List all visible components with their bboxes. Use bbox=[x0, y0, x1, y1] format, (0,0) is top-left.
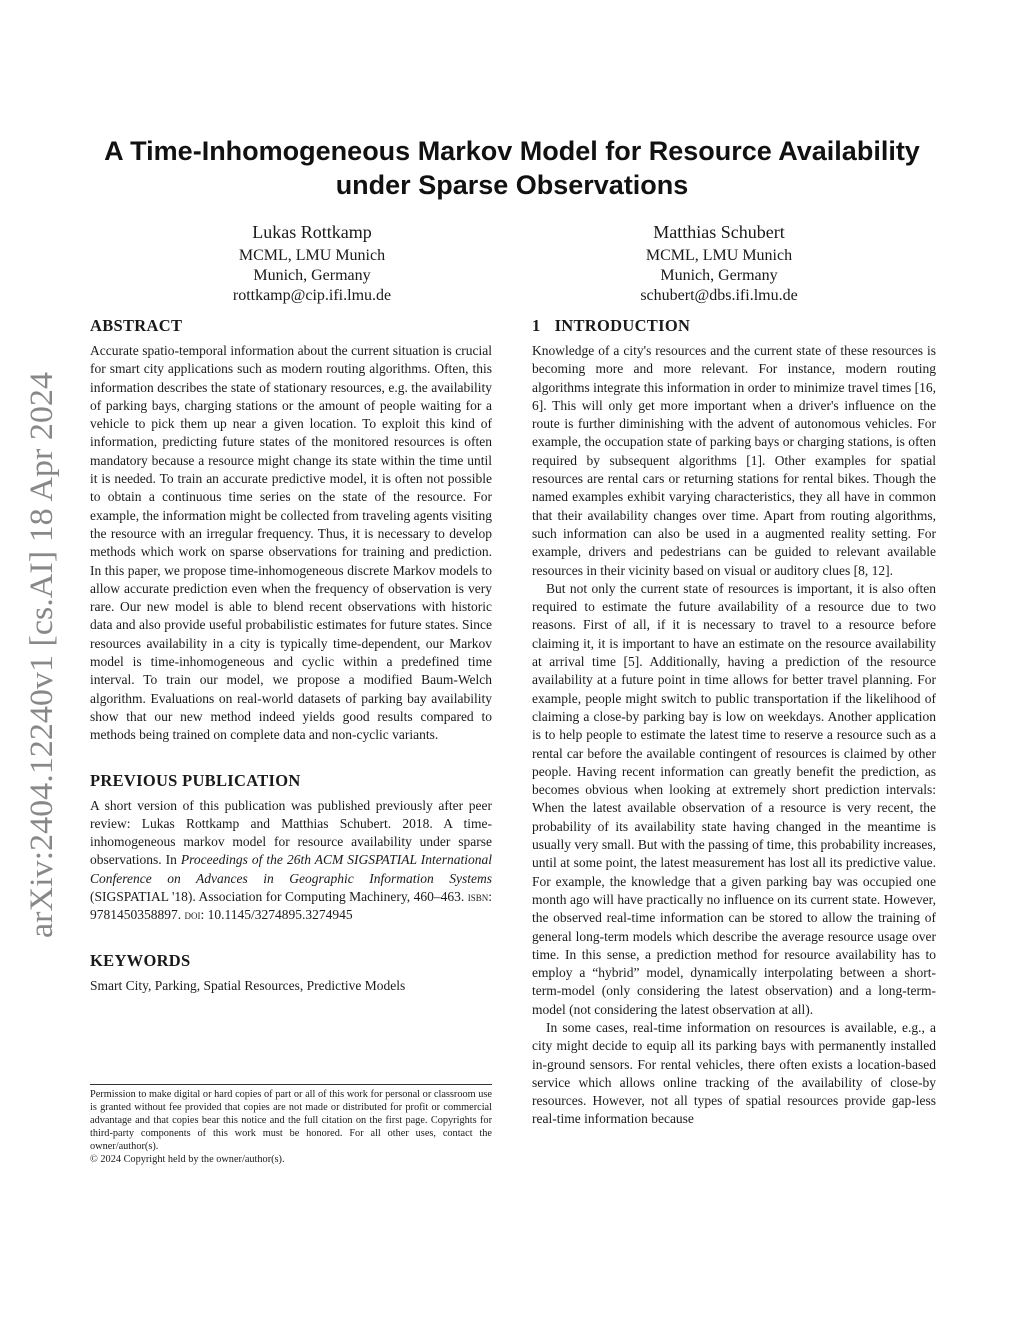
keywords-text: Smart City, Parking, Spatial Resources, Predictive Models bbox=[90, 977, 406, 993]
title-line-2: under Sparse Observations bbox=[335, 170, 689, 200]
doi-label: doi bbox=[184, 907, 201, 923]
left-column bbox=[90, 316, 492, 995]
author-location: Munich, Germany bbox=[253, 267, 371, 284]
author-name: Matthias Schubert bbox=[653, 222, 785, 242]
previous-publication-heading: PREVIOUS PUBLICATION bbox=[90, 770, 301, 790]
author-email[interactable]: schubert@dbs.ifi.lmu.de bbox=[640, 287, 798, 304]
intro-paragraph: Knowledge of a city's resources and the current state of these resources is becoming more and more relevant. For instance, modern routing algorithms integrate this information in order to minimize travel times [16, 6]. This will only get more important when a driver's influence on the route is further diminishing with the advent of autonomous vehicles. For example, the occupation state of parking bays or charging stations, is often required by subsequent algorithms [1]. Other examples for spatial resources are rental cars or returning stations for rental bikes. Though the named examples exhibit varying characteristics, they all have in common that their availability changes over time. Apart from routing algorithms, such information can also be used in a augmented reality setting. For example, drivers and pedestrians can be guided to relevant available resources in their vicinity based on visual or auditory clues [8, 12]. bbox=[532, 343, 936, 578]
abstract-text: Accurate spatio-temporal information about the current situation is crucial for smart city applications such as modern routing algorithms. Often, this information describes the state of stationary resources, e.g. the availability of parking bays, charging stations or the amount of people waiting for a vehicle to pick them up near a given location. To exploit this kind of information, predicting future states of the monitored resources is often mandatory because a resource might change its state within the time until it is needed. To train an accurate predictive model, it is often not possible to obtain a continuous time series on the state of the resource. For example, the information might be collected from traveling agents visiting the resource with an irregular frequency. Thus, it is necessary to develop methods which work on sparse observations for training and prediction. In this paper, we propose time-inhomogeneous discrete Markov models to allow accurate prediction even when the frequency of observation is very rare. Our new model is able to blend recent observations with historic data and also provide useful probabilistic estimates for future states. Since resources availability in a city is typically time-dependent, our Markov model is time-inhomogeneous and cyclic within a predefined time interval. To train our model, we propose a modified Baum-Welch algorithm. Evaluations on real-world datasets of parking bay availability show that our new method indeed yields good results compared to methods being trained on complete data and non-cyclic variants. bbox=[90, 343, 492, 743]
section-title: INTRODUCTION bbox=[554, 316, 691, 335]
author-email[interactable]: rottkamp@cip.ifi.lmu.de bbox=[232, 287, 392, 304]
abstract-section bbox=[90, 316, 492, 745]
author-name: Lukas Rottkamp bbox=[252, 222, 372, 242]
pub-venue: Proceedings of the 26th ACM SIGSPATIAL International Conference on Advances in Geographic Information Systems bbox=[90, 852, 493, 886]
right-column bbox=[532, 316, 936, 1129]
permission-footnote bbox=[90, 1084, 492, 1166]
author-block-2 bbox=[559, 220, 879, 306]
arxiv-stamp bbox=[12, 360, 64, 950]
keywords-section bbox=[90, 951, 492, 995]
author-affiliation: MCML, LMU Munich bbox=[238, 247, 386, 264]
previous-publication-text bbox=[90, 797, 492, 925]
copyright-text: © 2024 Copyright held by the owner/author(s). bbox=[90, 1153, 285, 1165]
author-location: Munich, Germany bbox=[660, 267, 778, 284]
permission-text: Permission to make digital or hard copies of part or all of this work for personal or classroom use is granted without fee provided that copies are not made or distributed for profit or commercial advantage and that copies bear this notice and the full citation on the first page. Copyrights for third-party components of this work must be honored. For all other uses, contact the owner/author(s). bbox=[90, 1089, 492, 1152]
pub-text-after: (SIGSPATIAL '18). Association for Computing Machinery, 460–463. bbox=[90, 889, 468, 905]
isbn-value: : 9781450358897. bbox=[90, 889, 492, 923]
abstract-heading: ABSTRACT bbox=[90, 316, 183, 335]
title-line-1: A Time-Inhomogeneous Markov Model for Resource Availability bbox=[104, 136, 920, 166]
author-affiliation: MCML, LMU Munich bbox=[645, 247, 793, 264]
intro-paragraph: But not only the current state of resources is important, it is also often required to estimate the future availability of a resource due to two reasons. First of all, if it is necessary to travel to a resource before claiming it, it is important to have an estimate on the resource availability at arrival time [5]. Additionally, having a prediction of the resource availability at a future point in time allows for better travel planning. For example, people might switch to public transportation if the likelihood of claiming a close-by parking bay is low on weekdays. Another application is to help people to estimate the latest time to reserve a resource such as a rental car before the available contingent of resources is claimed by other people. Having recent information can greatly benefit the prediction, as becomes obvious when looking at extremely short prediction intervals: When the latest available observation of a resource is very recent, the probability of its availability state having changed in the meantime is usually very small. But with the passing of time, this probability increases, until at some point, the latest measurement has lost all its predictive value. For example, the knowledge that a given parking bay was occupied one month ago will have practically no influence on its current state. However, the observed real-time information can be stored to allow the training of general long-term models which describe the average resource usage over time. In this sense, a prediction method for resource availability has to employ a “hybrid” model, dynamically interpolating between a short-term-model (only considering the latest observation) and a long-term-model (not considering the latest observation at all). bbox=[532, 580, 936, 1017]
introduction-heading bbox=[532, 316, 936, 336]
paper-title bbox=[80, 134, 944, 202]
pub-text-plain: A short version of this publication was published previously after peer review: Lukas Rottkamp and Matthias Schubert. 2018. A time-inhomogeneous markov model for resource availability under sparse observations. In bbox=[90, 797, 492, 868]
arxiv-id: arXiv:2404.12240v1 [cs.AI] 18 Apr 2024 bbox=[24, 389, 60, 938]
section-number: 1 bbox=[532, 316, 541, 335]
doi-value[interactable]: : 10.1145/3274895.3274945 bbox=[200, 907, 353, 923]
author-block-1 bbox=[152, 220, 472, 306]
previous-publication-section bbox=[90, 771, 492, 925]
keywords-heading: KEYWORDS bbox=[90, 950, 191, 970]
intro-paragraph: In some cases, real-time information on resources is available, e.g., a city might decide to equip all its parking bays with permanently installed in-ground sensors. For rental vehicles, there often exists a location-based service which allows online tracking of the availability of close-by resources. However, not all types of spatial resources provide gap-less real-time information because bbox=[532, 1019, 936, 1127]
isbn-label: isbn bbox=[467, 889, 489, 905]
